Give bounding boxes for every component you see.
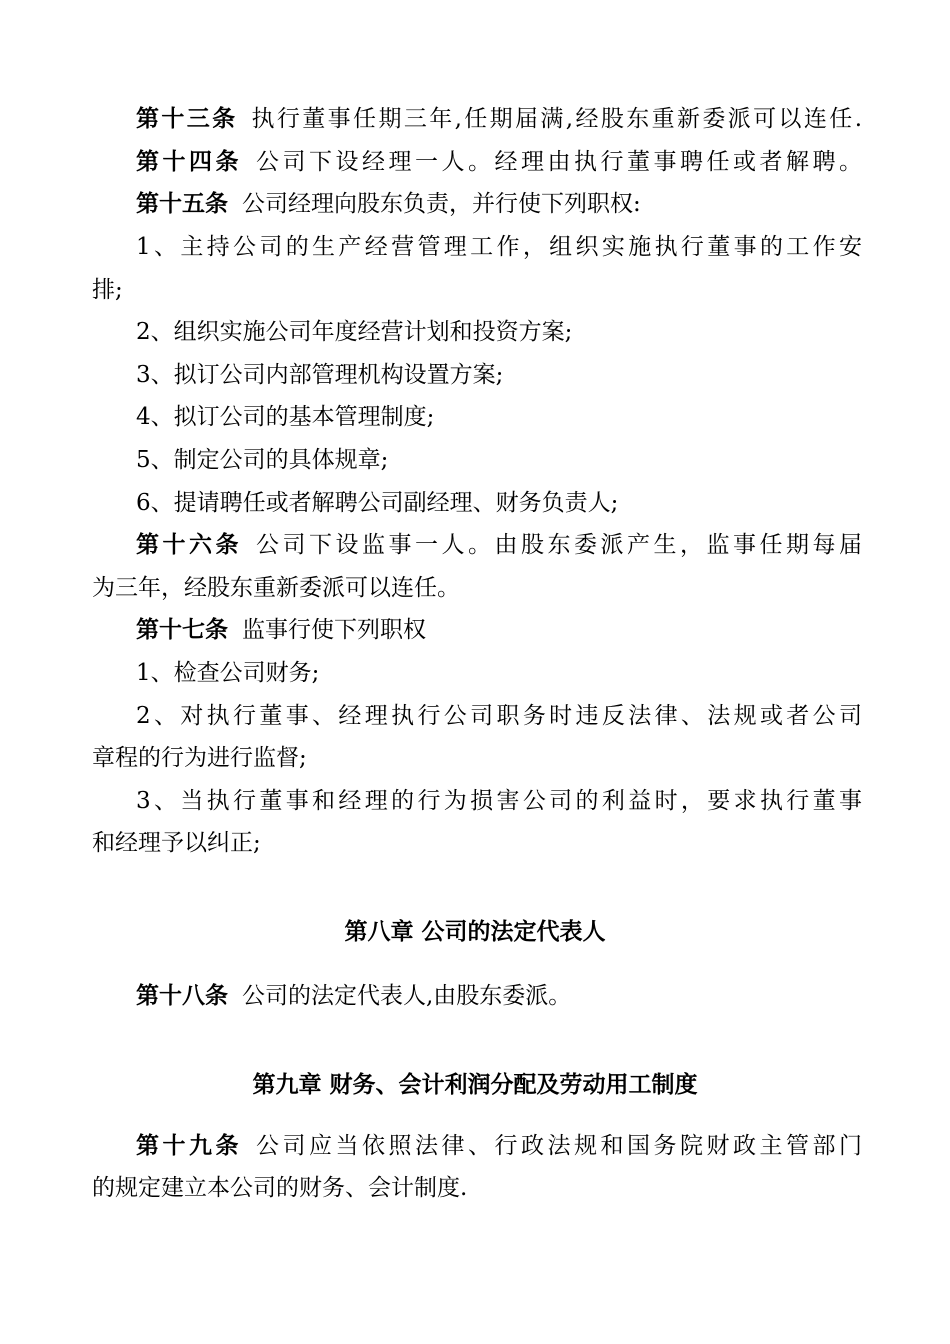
list-item: 5、制定公司的具体规章;	[136, 447, 389, 473]
article-label: 第十五条	[136, 191, 228, 217]
article-text: 公司下设经理一人。经理由执行董事聘任或者解聘。	[256, 149, 862, 175]
article-text: 执行董事任期三年,任期届满,经股东重新委派可以连任.	[251, 106, 863, 132]
article-19	[136, 1131, 862, 1161]
article-text: 公司经理向股东负责，并行使下列职权:	[242, 191, 641, 217]
article-label: 第十三条	[136, 106, 238, 132]
article-14	[136, 147, 862, 177]
list-item: 2、对执行董事、经理执行公司职务时违反法律、法规或者公司	[136, 703, 862, 729]
article-16	[136, 530, 862, 560]
article-17	[136, 615, 862, 645]
list-item-continuation: 排;	[92, 277, 123, 303]
article-text: 公司的法定代表人,由股东委派。	[242, 983, 572, 1009]
chapter-heading: 第八章 公司的法定代表人	[344, 919, 606, 945]
article-label: 第十六条	[136, 532, 242, 558]
article-text: 监事行使下列职权	[242, 617, 426, 643]
list-item: 6、提请聘任或者解聘公司副经理、财务负责人;	[136, 490, 619, 516]
article-label: 第十九条	[136, 1133, 242, 1159]
article-13	[136, 104, 862, 134]
list-item: 1、检查公司财务;	[136, 660, 320, 686]
article-18	[136, 981, 862, 1011]
list-item-continuation: 章程的行为进行监督;	[92, 745, 307, 771]
chapter-heading: 第九章 财务、会计利润分配及劳动用工制度	[252, 1072, 698, 1098]
list-item-continuation: 和经理予以纠正;	[92, 830, 261, 856]
list-item: 2、组织实施公司年度经营计划和投资方案;	[136, 319, 573, 345]
list-item: 4、拟订公司的基本管理制度;	[136, 404, 435, 430]
article-15	[136, 189, 862, 219]
article-text: 公司应当依照法律、行政法规和国务院财政主管部门	[256, 1133, 862, 1159]
list-item: 3、当执行董事和经理的行为损害公司的利益时，要求执行董事	[136, 788, 862, 814]
list-item: 3、拟订公司内部管理机构设置方案;	[136, 362, 504, 388]
article-text: 公司下设监事一人。由股东委派产生，监事任期每届	[256, 532, 862, 558]
article-label: 第十四条	[136, 149, 242, 175]
article-label: 第十八条	[136, 983, 228, 1009]
article-19-continuation: 的规定建立本公司的财务、会计制度.	[92, 1175, 468, 1201]
article-16-continuation: 为三年，经股东重新委派可以连任。	[92, 575, 460, 601]
article-label: 第十七条	[136, 617, 228, 643]
list-item: 1、主持公司的生产经营管理工作，组织实施执行董事的工作安	[136, 234, 862, 260]
